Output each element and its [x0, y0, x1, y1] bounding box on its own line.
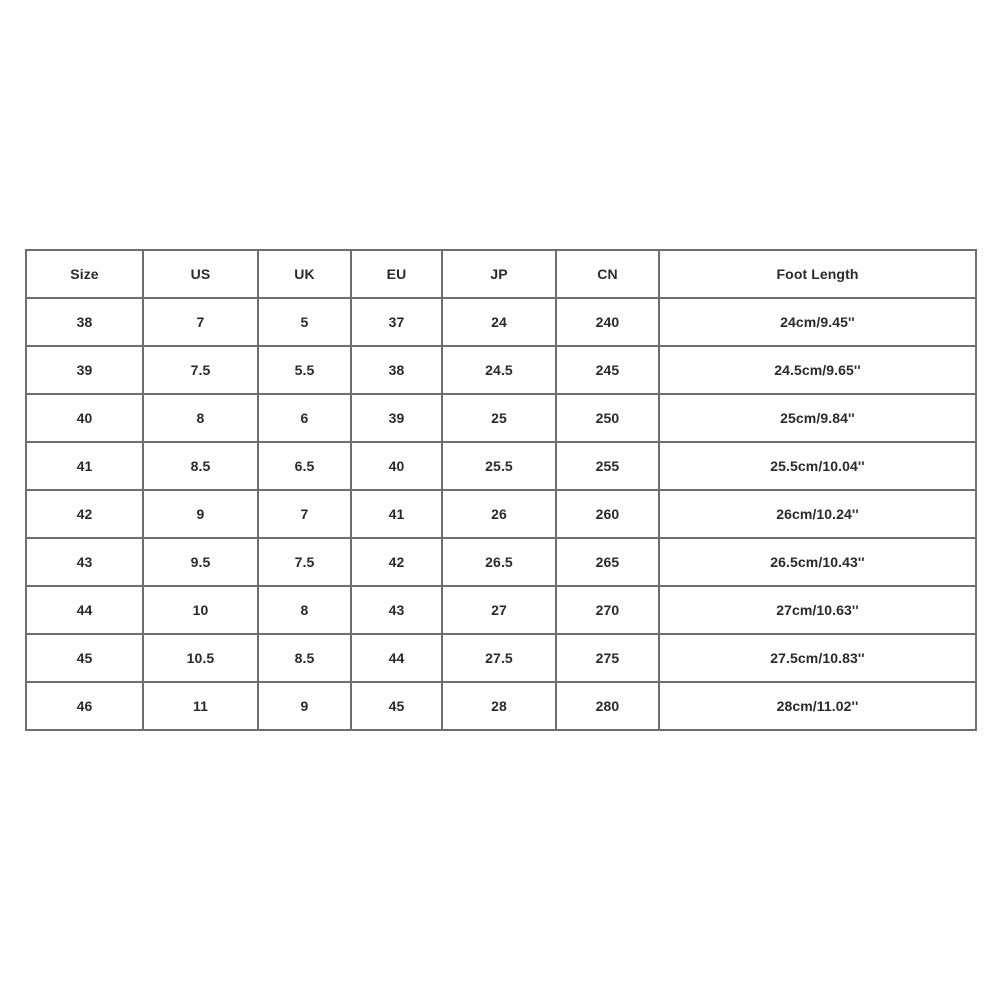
cell-size: 43 [26, 538, 143, 586]
cell-us: 10.5 [143, 634, 258, 682]
cell-eu: 41 [351, 490, 442, 538]
cell-eu: 44 [351, 634, 442, 682]
cell-us: 10 [143, 586, 258, 634]
cell-cn: 270 [556, 586, 659, 634]
cell-jp: 27.5 [442, 634, 556, 682]
cell-cn: 275 [556, 634, 659, 682]
cell-size: 45 [26, 634, 143, 682]
cell-uk: 6.5 [258, 442, 351, 490]
cell-foot-length: 27cm/10.63'' [659, 586, 976, 634]
cell-us: 8 [143, 394, 258, 442]
table-row [26, 634, 976, 682]
cell-eu: 38 [351, 346, 442, 394]
cell-eu: 45 [351, 682, 442, 730]
column-header-uk: UK [258, 250, 351, 298]
table-row [26, 490, 976, 538]
cell-eu: 42 [351, 538, 442, 586]
cell-foot-length: 24.5cm/9.65'' [659, 346, 976, 394]
cell-size: 40 [26, 394, 143, 442]
cell-uk: 9 [258, 682, 351, 730]
cell-size: 38 [26, 298, 143, 346]
size-chart-table [25, 249, 977, 731]
cell-foot-length: 24cm/9.45'' [659, 298, 976, 346]
column-header-jp: JP [442, 250, 556, 298]
cell-size: 39 [26, 346, 143, 394]
cell-cn: 265 [556, 538, 659, 586]
cell-foot-length: 26.5cm/10.43'' [659, 538, 976, 586]
cell-us: 9 [143, 490, 258, 538]
cell-jp: 26.5 [442, 538, 556, 586]
size-chart [25, 249, 975, 731]
cell-jp: 25.5 [442, 442, 556, 490]
cell-jp: 24 [442, 298, 556, 346]
cell-uk: 8 [258, 586, 351, 634]
cell-foot-length: 25cm/9.84'' [659, 394, 976, 442]
cell-jp: 25 [442, 394, 556, 442]
cell-uk: 7.5 [258, 538, 351, 586]
cell-jp: 27 [442, 586, 556, 634]
cell-eu: 43 [351, 586, 442, 634]
cell-cn: 260 [556, 490, 659, 538]
cell-us: 8.5 [143, 442, 258, 490]
cell-foot-length: 28cm/11.02'' [659, 682, 976, 730]
column-header-size: Size [26, 250, 143, 298]
cell-jp: 28 [442, 682, 556, 730]
cell-jp: 26 [442, 490, 556, 538]
table-row [26, 298, 976, 346]
cell-foot-length: 27.5cm/10.83'' [659, 634, 976, 682]
column-header-foot-length: Foot Length [659, 250, 976, 298]
cell-eu: 40 [351, 442, 442, 490]
cell-size: 42 [26, 490, 143, 538]
cell-us: 7 [143, 298, 258, 346]
cell-size: 46 [26, 682, 143, 730]
cell-us: 11 [143, 682, 258, 730]
table-row [26, 682, 976, 730]
cell-cn: 280 [556, 682, 659, 730]
cell-uk: 8.5 [258, 634, 351, 682]
header-row [26, 250, 976, 298]
table-row [26, 346, 976, 394]
cell-uk: 6 [258, 394, 351, 442]
cell-cn: 255 [556, 442, 659, 490]
cell-size: 41 [26, 442, 143, 490]
size-rows [26, 298, 976, 730]
cell-us: 7.5 [143, 346, 258, 394]
table-row [26, 394, 976, 442]
cell-foot-length: 26cm/10.24'' [659, 490, 976, 538]
cell-cn: 250 [556, 394, 659, 442]
cell-uk: 5 [258, 298, 351, 346]
cell-jp: 24.5 [442, 346, 556, 394]
cell-uk: 7 [258, 490, 351, 538]
cell-eu: 37 [351, 298, 442, 346]
cell-cn: 245 [556, 346, 659, 394]
cell-size: 44 [26, 586, 143, 634]
table-row [26, 538, 976, 586]
cell-us: 9.5 [143, 538, 258, 586]
table-row [26, 442, 976, 490]
cell-cn: 240 [556, 298, 659, 346]
cell-uk: 5.5 [258, 346, 351, 394]
column-header-us: US [143, 250, 258, 298]
table-row [26, 586, 976, 634]
cell-eu: 39 [351, 394, 442, 442]
column-header-eu: EU [351, 250, 442, 298]
cell-foot-length: 25.5cm/10.04'' [659, 442, 976, 490]
column-header-cn: CN [556, 250, 659, 298]
